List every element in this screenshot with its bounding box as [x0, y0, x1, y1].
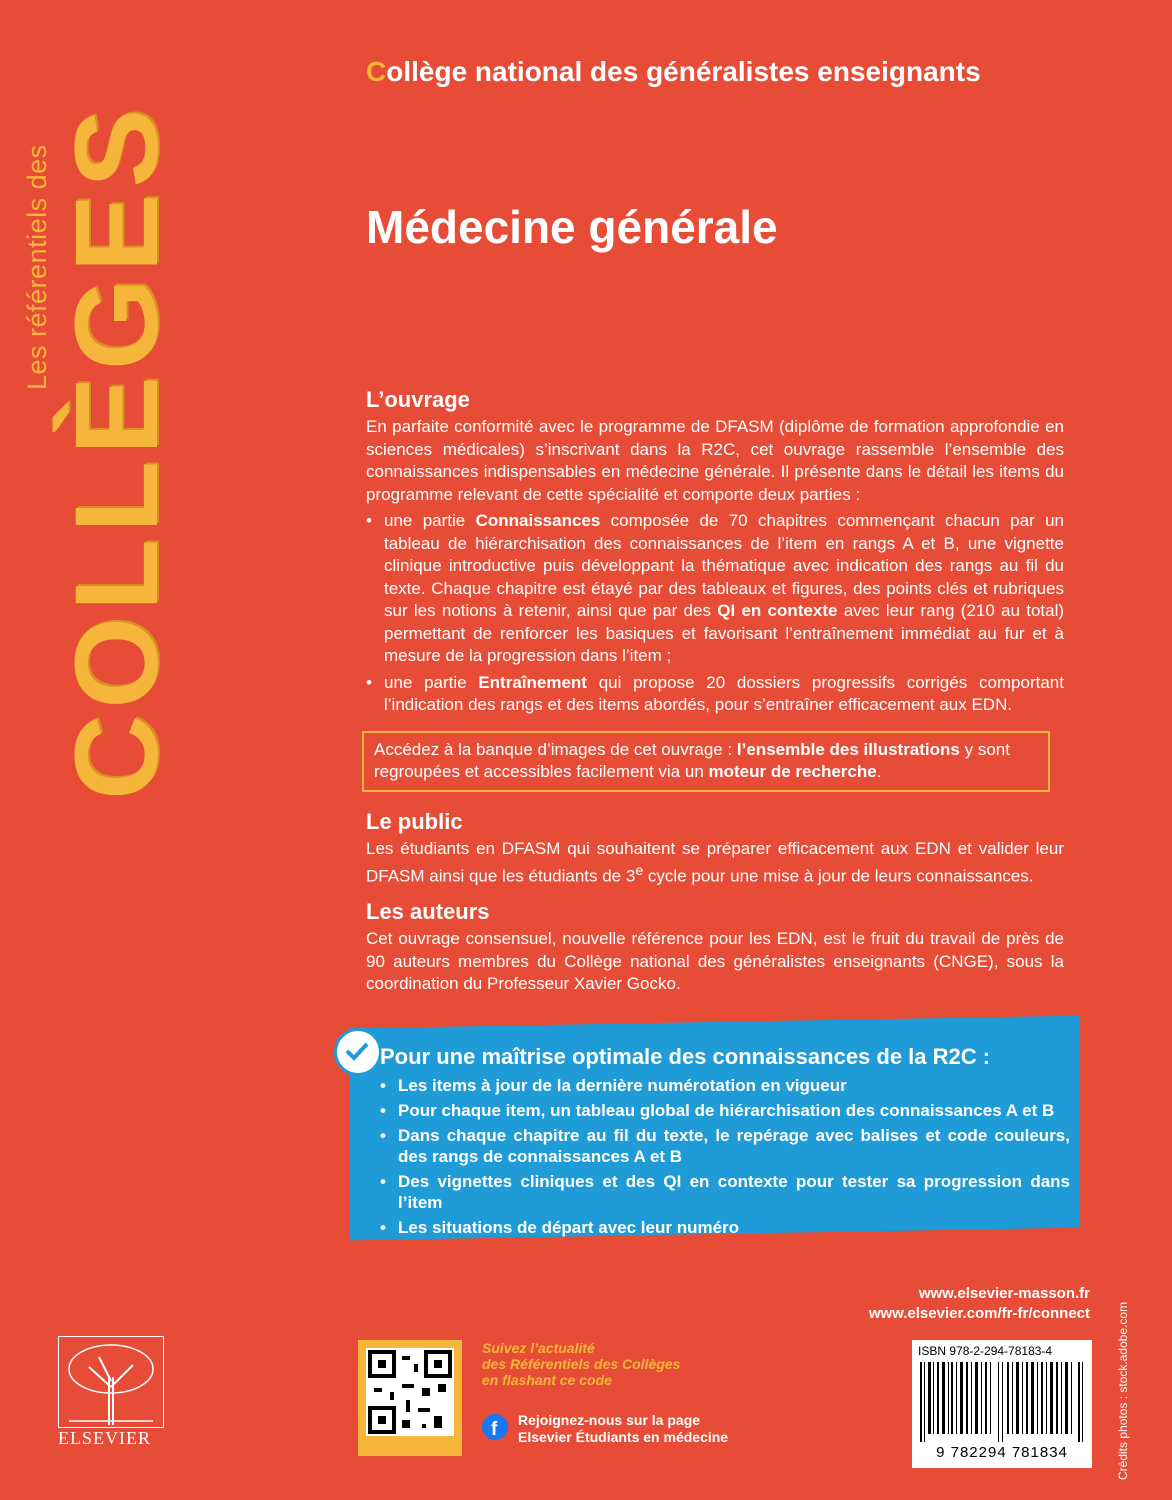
list-item: • Dans chaque chapitre au fil du texte, le repérage avec balises et code couleurs, des rangs de connaissances A et B [380, 1125, 1070, 1167]
isbn-label: ISBN 978-2-294-78183-4 [918, 1344, 1053, 1358]
list-item: • une partie Entraînement qui propose 20 dossiers progressifs corrigés comportant l’indication des rangs et des items abordés, pour s’entraîner efficacement aux EDN. [366, 672, 1064, 717]
isbn-barcode [912, 1340, 1092, 1468]
ouvrage-intro: En parfaite conformité avec le programme de DFASM (diplôme de formation approfondie en sciences médicales) s’inscrivant dans la R2C, cet ouvrage rassemble l’ensemble des connaissances indispensables en médecine générale. Il présente dans le détail les items du programme relevant de cette spécialité et comporte deux parties : [366, 417, 1064, 504]
facebook-caption: Rejoignez-nous sur la page Elsevier Étudiants en médecine [518, 1412, 729, 1445]
publisher-urls [869, 1284, 1090, 1324]
ouvrage-heading: L’ouvrage [366, 387, 470, 412]
checkmark-icon [334, 1028, 382, 1076]
list-item: • Des vignettes cliniques et des QI en contexte pour tester sa progression dans l’item [380, 1171, 1070, 1213]
list-item: • Les situations de départ avec leur numéro [380, 1217, 1070, 1238]
qr-caption: Suivez l’actualité des Référentiels des Collèges en flashant ce code [482, 1340, 681, 1388]
public-text: Les étudiants en DFASM qui souhaitent se préparer efficacement aux EDN et valider leur DFASM ainsi que les étudiants de 3e cycle pour une mise à jour de leurs connaissances. [366, 838, 1064, 886]
auteurs-heading: Les auteurs [366, 899, 490, 925]
url-elsevier-connect[interactable]: www.elsevier.com/fr-fr/connect [868, 1305, 1090, 1322]
features-content [380, 1046, 1070, 1242]
list-item: • Pour chaque item, un tableau global de hiérarchisation des connaissances A et B [380, 1100, 1070, 1121]
series-label: Les référentiels des [22, 144, 52, 390]
elsevier-tree-logo [58, 1336, 164, 1428]
image-bank-callout: Accédez à la banque d’images de cet ouvrage : l’ensemble des illustrations y sont regroupées et accessibles facilement via un moteur de recherche. [362, 731, 1050, 792]
svg-text:f: f [491, 1419, 498, 1440]
list-item: • une partie Connaissances composée de 70 chapitres commençant chacun par un tableau de hiérarchisation des connaissances de l’item en rangs A et B, une vignette clinique introductive puis développant la thématique avec indication des rangs au fil du texte. Chaque chapitre est étayé par des tableaux et figures, des points clés et rubriques sur les notions à retenir, ainsi que par des QI en contexte avec leur rang (210 au total) permettant de renforcer les basiques et favorisant l’entraînement immédiat au fur et à mesure de la progression dans l’item ; [366, 510, 1064, 668]
ean-number: 9 782294 781834 [936, 1444, 1068, 1461]
barcode-icon [918, 1362, 1086, 1442]
features-heading: Pour une maîtrise optimale des connaissances de la R2C : [380, 1044, 991, 1069]
url-elsevier-masson[interactable]: www.elsevier-masson.fr [918, 1285, 1090, 1302]
series-title: COLLÈGES [51, 102, 183, 800]
qr-code-icon[interactable] [366, 1348, 454, 1436]
book-title: Médecine générale [366, 201, 778, 253]
qr-card [358, 1340, 462, 1456]
back-cover-text [366, 384, 1064, 996]
auteurs-text: Cet ouvrage consensuel, nouvelle référence pour les EDN, est le fruit du travail de près de 90 auteurs membres du Collège national des généralistes enseignants (CNGE), sous la coordination du Professeur Xavier Gocko. [366, 929, 1064, 994]
photo-credits: Crédits photos : stock.adobe.com [1116, 1301, 1130, 1480]
features-list [380, 1075, 1070, 1238]
publisher-name: ELSEVIER [58, 1428, 151, 1448]
organization-name: Collège national des généralistes enseignants [366, 56, 981, 87]
ouvrage-list [366, 510, 1064, 717]
list-item: • Les items à jour de la dernière numérotation en vigueur [380, 1075, 1070, 1096]
facebook-icon[interactable] [482, 1414, 508, 1440]
public-heading: Le public [366, 808, 463, 834]
